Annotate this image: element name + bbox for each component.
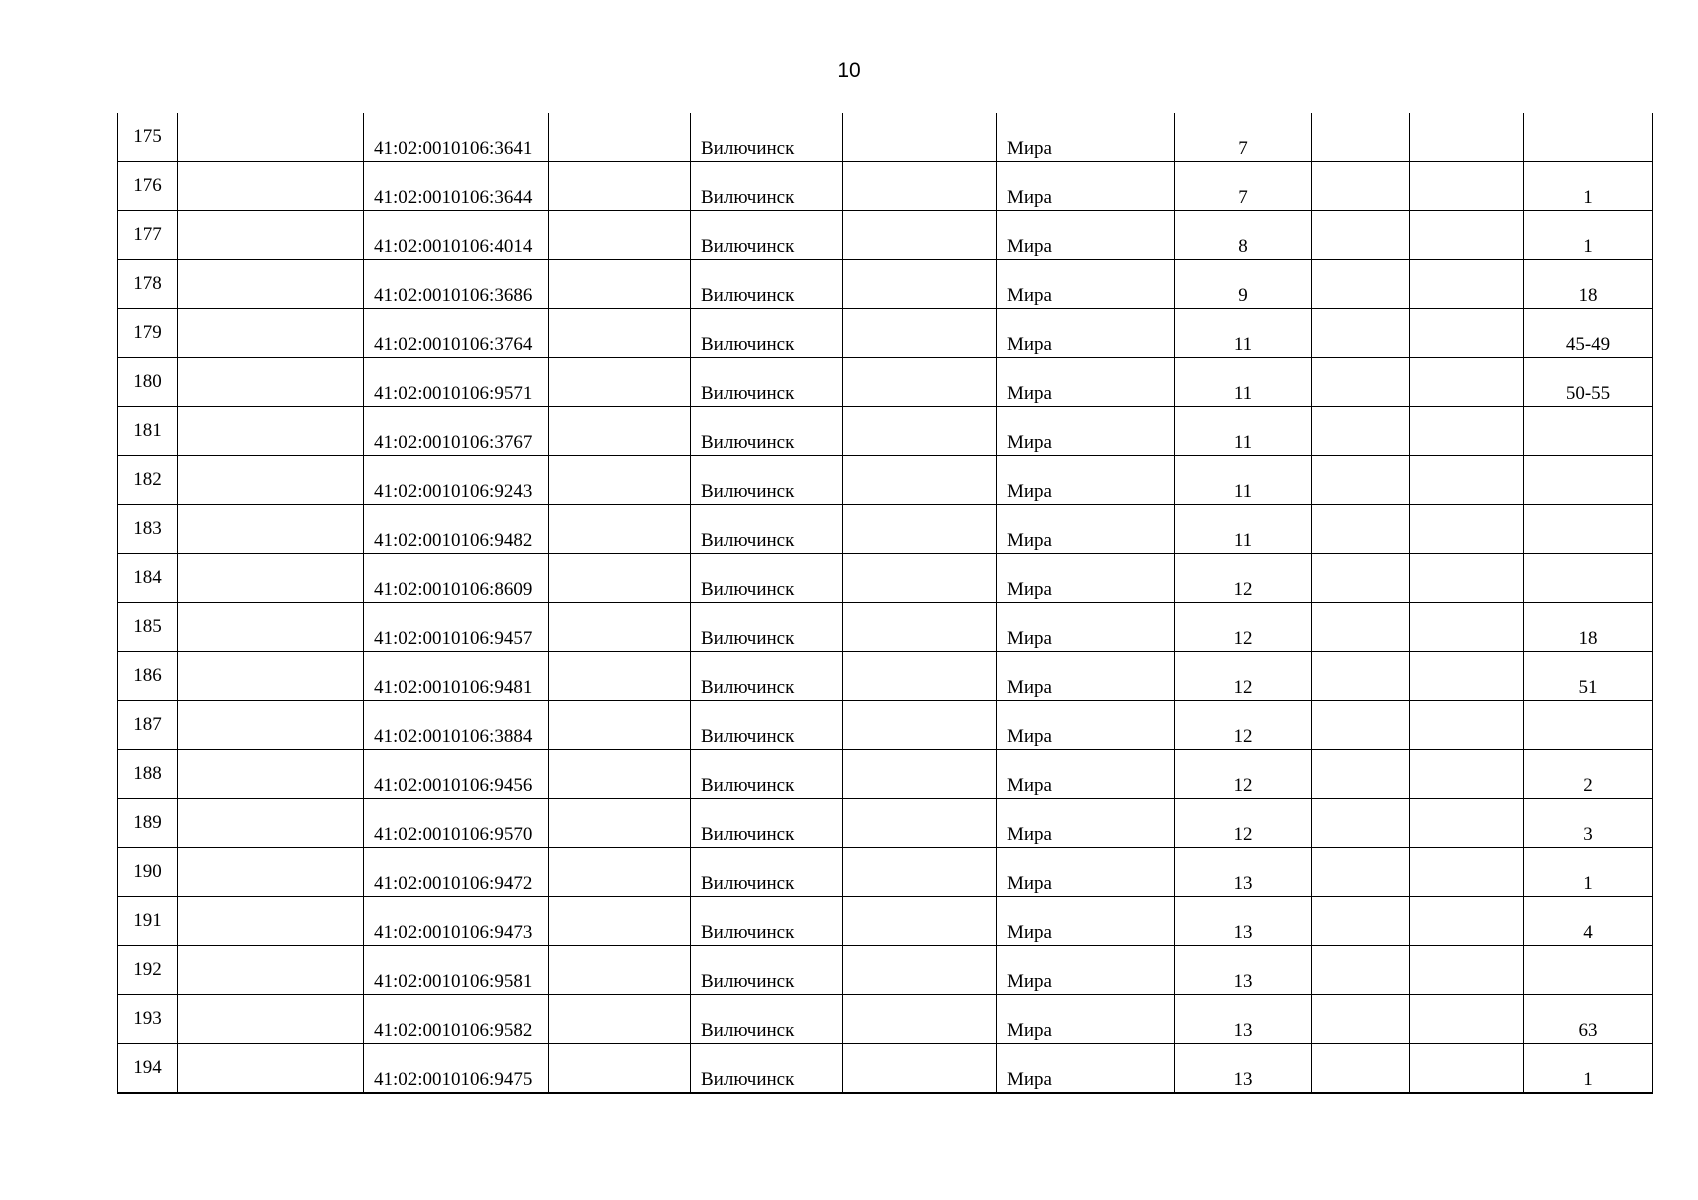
empty-cell xyxy=(178,407,364,456)
empty-cell xyxy=(178,456,364,505)
table-row xyxy=(118,407,1653,456)
apartment-cell xyxy=(1524,113,1653,162)
table-row xyxy=(118,946,1653,995)
empty-cell xyxy=(178,799,364,848)
empty-cell xyxy=(549,211,691,260)
house-number-cell: 12 xyxy=(1175,750,1312,799)
city-cell: Вилючинск xyxy=(691,358,843,407)
city-cell: Вилючинск xyxy=(691,456,843,505)
empty-cell xyxy=(1312,162,1410,211)
empty-cell xyxy=(549,995,691,1044)
house-number-cell: 12 xyxy=(1175,652,1312,701)
row-number-cell: 191 xyxy=(118,897,178,946)
empty-cell xyxy=(549,407,691,456)
street-cell: Мира xyxy=(997,603,1175,652)
row-number-cell: 188 xyxy=(118,750,178,799)
empty-cell xyxy=(549,358,691,407)
empty-cell xyxy=(843,652,997,701)
empty-cell xyxy=(1312,848,1410,897)
row-number-cell: 193 xyxy=(118,995,178,1044)
cadastral-number-cell: 41:02:0010106:9482 xyxy=(364,505,549,554)
apartment-cell xyxy=(1524,407,1653,456)
row-number-cell: 190 xyxy=(118,848,178,897)
page-number: 10 xyxy=(837,59,861,82)
row-number-cell: 175 xyxy=(118,113,178,162)
street-cell: Мира xyxy=(997,211,1175,260)
empty-cell xyxy=(1312,260,1410,309)
row-number-cell: 185 xyxy=(118,603,178,652)
apartment-cell xyxy=(1524,554,1653,603)
empty-cell xyxy=(1410,554,1524,603)
empty-cell xyxy=(1312,701,1410,750)
cadastral-number-cell: 41:02:0010106:4014 xyxy=(364,211,549,260)
empty-cell xyxy=(1410,211,1524,260)
empty-cell xyxy=(1410,309,1524,358)
table-row xyxy=(118,799,1653,848)
table-row xyxy=(118,505,1653,554)
empty-cell xyxy=(843,113,997,162)
house-number-cell: 13 xyxy=(1175,946,1312,995)
row-number-cell: 192 xyxy=(118,946,178,995)
empty-cell xyxy=(843,358,997,407)
apartment-cell: 45-49 xyxy=(1524,309,1653,358)
table-row xyxy=(118,260,1653,309)
street-cell: Мира xyxy=(997,309,1175,358)
row-number-cell: 178 xyxy=(118,260,178,309)
empty-cell xyxy=(1312,554,1410,603)
house-number-cell: 12 xyxy=(1175,603,1312,652)
empty-cell xyxy=(843,260,997,309)
empty-cell xyxy=(1410,897,1524,946)
empty-cell xyxy=(178,848,364,897)
city-cell: Вилючинск xyxy=(691,505,843,554)
street-cell: Мира xyxy=(997,1044,1175,1094)
empty-cell xyxy=(178,505,364,554)
empty-cell xyxy=(1410,848,1524,897)
empty-cell xyxy=(178,946,364,995)
empty-cell xyxy=(1312,897,1410,946)
empty-cell xyxy=(843,701,997,750)
empty-cell xyxy=(843,799,997,848)
empty-cell xyxy=(1312,652,1410,701)
empty-cell xyxy=(178,995,364,1044)
house-number-cell: 8 xyxy=(1175,211,1312,260)
empty-cell xyxy=(178,309,364,358)
empty-cell xyxy=(1410,995,1524,1044)
empty-cell xyxy=(178,750,364,799)
empty-cell xyxy=(178,211,364,260)
house-number-cell: 9 xyxy=(1175,260,1312,309)
city-cell: Вилючинск xyxy=(691,309,843,358)
apartment-cell: 63 xyxy=(1524,995,1653,1044)
empty-cell xyxy=(1410,162,1524,211)
empty-cell xyxy=(1410,946,1524,995)
empty-cell xyxy=(1410,260,1524,309)
cadastral-number-cell: 41:02:0010106:3644 xyxy=(364,162,549,211)
house-number-cell: 13 xyxy=(1175,848,1312,897)
city-cell: Вилючинск xyxy=(691,701,843,750)
empty-cell xyxy=(1312,358,1410,407)
city-cell: Вилючинск xyxy=(691,162,843,211)
empty-cell xyxy=(1312,309,1410,358)
house-number-cell: 11 xyxy=(1175,456,1312,505)
house-number-cell: 12 xyxy=(1175,554,1312,603)
cadastral-number-cell: 41:02:0010106:9473 xyxy=(364,897,549,946)
cadastral-number-cell: 41:02:0010106:9243 xyxy=(364,456,549,505)
city-cell: Вилючинск xyxy=(691,652,843,701)
empty-cell xyxy=(1312,113,1410,162)
street-cell: Мира xyxy=(997,897,1175,946)
row-number-cell: 182 xyxy=(118,456,178,505)
empty-cell xyxy=(549,848,691,897)
city-cell: Вилючинск xyxy=(691,113,843,162)
table-row xyxy=(118,309,1653,358)
cadastral-number-cell: 41:02:0010106:9456 xyxy=(364,750,549,799)
street-cell: Мира xyxy=(997,848,1175,897)
empty-cell xyxy=(843,897,997,946)
house-number-cell: 11 xyxy=(1175,505,1312,554)
house-number-cell: 11 xyxy=(1175,407,1312,456)
table-row xyxy=(118,603,1653,652)
street-cell: Мира xyxy=(997,652,1175,701)
empty-cell xyxy=(1410,799,1524,848)
apartment-cell xyxy=(1524,701,1653,750)
apartment-cell: 3 xyxy=(1524,799,1653,848)
empty-cell xyxy=(1312,995,1410,1044)
empty-cell xyxy=(178,162,364,211)
apartment-cell xyxy=(1524,505,1653,554)
cadastral-number-cell: 41:02:0010106:9571 xyxy=(364,358,549,407)
table-row xyxy=(118,113,1653,162)
house-number-cell: 12 xyxy=(1175,701,1312,750)
city-cell: Вилючинск xyxy=(691,946,843,995)
cadastral-number-cell: 41:02:0010106:9472 xyxy=(364,848,549,897)
table-row xyxy=(118,652,1653,701)
city-cell: Вилючинск xyxy=(691,799,843,848)
apartment-cell: 2 xyxy=(1524,750,1653,799)
street-cell: Мира xyxy=(997,113,1175,162)
empty-cell xyxy=(178,603,364,652)
empty-cell xyxy=(549,750,691,799)
table-row xyxy=(118,750,1653,799)
empty-cell xyxy=(178,113,364,162)
empty-cell xyxy=(1312,211,1410,260)
street-cell: Мира xyxy=(997,407,1175,456)
row-number-cell: 183 xyxy=(118,505,178,554)
table-row xyxy=(118,1044,1653,1094)
empty-cell xyxy=(1312,407,1410,456)
empty-cell xyxy=(843,603,997,652)
apartment-cell: 1 xyxy=(1524,1044,1653,1094)
cadastral-number-cell: 41:02:0010106:8609 xyxy=(364,554,549,603)
empty-cell xyxy=(1410,358,1524,407)
empty-cell xyxy=(549,505,691,554)
empty-cell xyxy=(549,260,691,309)
row-number-cell: 184 xyxy=(118,554,178,603)
house-number-cell: 13 xyxy=(1175,897,1312,946)
apartment-cell: 18 xyxy=(1524,603,1653,652)
empty-cell xyxy=(549,309,691,358)
cadastral-number-cell: 41:02:0010106:9475 xyxy=(364,1044,549,1094)
empty-cell xyxy=(1410,505,1524,554)
empty-cell xyxy=(178,358,364,407)
table-row xyxy=(118,701,1653,750)
empty-cell xyxy=(178,897,364,946)
street-cell: Мира xyxy=(997,456,1175,505)
apartment-cell: 1 xyxy=(1524,162,1653,211)
cadastral-number-cell: 41:02:0010106:3884 xyxy=(364,701,549,750)
empty-cell xyxy=(843,848,997,897)
empty-cell xyxy=(1312,505,1410,554)
table-row xyxy=(118,995,1653,1044)
row-number-cell: 189 xyxy=(118,799,178,848)
table-row xyxy=(118,162,1653,211)
empty-cell xyxy=(1410,750,1524,799)
empty-cell xyxy=(1410,456,1524,505)
apartment-cell: 1 xyxy=(1524,848,1653,897)
empty-cell xyxy=(549,1044,691,1094)
house-number-cell: 11 xyxy=(1175,358,1312,407)
empty-cell xyxy=(1312,750,1410,799)
cadastral-number-cell: 41:02:0010106:9457 xyxy=(364,603,549,652)
row-number-cell: 179 xyxy=(118,309,178,358)
city-cell: Вилючинск xyxy=(691,407,843,456)
empty-cell xyxy=(178,1044,364,1094)
street-cell: Мира xyxy=(997,358,1175,407)
apartment-cell xyxy=(1524,946,1653,995)
empty-cell xyxy=(1312,799,1410,848)
empty-cell xyxy=(549,701,691,750)
empty-cell xyxy=(549,456,691,505)
empty-cell xyxy=(843,407,997,456)
apartment-cell xyxy=(1524,456,1653,505)
row-number-cell: 177 xyxy=(118,211,178,260)
city-cell: Вилючинск xyxy=(691,1044,843,1094)
table-row xyxy=(118,358,1653,407)
cadastral-number-cell: 41:02:0010106:3767 xyxy=(364,407,549,456)
city-cell: Вилючинск xyxy=(691,603,843,652)
street-cell: Мира xyxy=(997,260,1175,309)
street-cell: Мира xyxy=(997,701,1175,750)
apartment-cell: 50-55 xyxy=(1524,358,1653,407)
empty-cell xyxy=(549,946,691,995)
house-number-cell: 11 xyxy=(1175,309,1312,358)
cadastral-number-cell: 41:02:0010106:3686 xyxy=(364,260,549,309)
house-number-cell: 7 xyxy=(1175,113,1312,162)
empty-cell xyxy=(843,750,997,799)
apartment-cell: 51 xyxy=(1524,652,1653,701)
apartment-cell: 18 xyxy=(1524,260,1653,309)
empty-cell xyxy=(549,897,691,946)
row-number-cell: 194 xyxy=(118,1044,178,1094)
table-row xyxy=(118,211,1653,260)
cadastral-number-cell: 41:02:0010106:9582 xyxy=(364,995,549,1044)
empty-cell xyxy=(843,505,997,554)
street-cell: Мира xyxy=(997,799,1175,848)
empty-cell xyxy=(843,211,997,260)
empty-cell xyxy=(843,995,997,1044)
house-number-cell: 13 xyxy=(1175,995,1312,1044)
empty-cell xyxy=(549,799,691,848)
street-cell: Мира xyxy=(997,162,1175,211)
city-cell: Вилючинск xyxy=(691,211,843,260)
street-cell: Мира xyxy=(997,554,1175,603)
house-number-cell: 13 xyxy=(1175,1044,1312,1094)
registry-table xyxy=(117,113,1653,1094)
table-row xyxy=(118,554,1653,603)
cadastral-number-cell: 41:02:0010106:9570 xyxy=(364,799,549,848)
empty-cell xyxy=(1410,407,1524,456)
row-number-cell: 181 xyxy=(118,407,178,456)
house-number-cell: 12 xyxy=(1175,799,1312,848)
empty-cell xyxy=(549,113,691,162)
empty-cell xyxy=(1410,652,1524,701)
apartment-cell: 1 xyxy=(1524,211,1653,260)
city-cell: Вилючинск xyxy=(691,554,843,603)
row-number-cell: 180 xyxy=(118,358,178,407)
row-number-cell: 186 xyxy=(118,652,178,701)
empty-cell xyxy=(843,1044,997,1094)
empty-cell xyxy=(1410,701,1524,750)
empty-cell xyxy=(178,652,364,701)
empty-cell xyxy=(843,946,997,995)
empty-cell xyxy=(178,260,364,309)
apartment-cell: 4 xyxy=(1524,897,1653,946)
empty-cell xyxy=(843,554,997,603)
empty-cell xyxy=(843,162,997,211)
city-cell: Вилючинск xyxy=(691,848,843,897)
table-row xyxy=(118,456,1653,505)
empty-cell xyxy=(843,456,997,505)
table-row xyxy=(118,848,1653,897)
street-cell: Мира xyxy=(997,505,1175,554)
row-number-cell: 176 xyxy=(118,162,178,211)
table-row xyxy=(118,897,1653,946)
cadastral-number-cell: 41:02:0010106:3764 xyxy=(364,309,549,358)
empty-cell xyxy=(1410,113,1524,162)
empty-cell xyxy=(549,554,691,603)
empty-cell xyxy=(1410,1044,1524,1094)
empty-cell xyxy=(549,603,691,652)
cadastral-number-cell: 41:02:0010106:9581 xyxy=(364,946,549,995)
empty-cell xyxy=(1312,946,1410,995)
street-cell: Мира xyxy=(997,995,1175,1044)
empty-cell xyxy=(549,652,691,701)
city-cell: Вилючинск xyxy=(691,260,843,309)
empty-cell xyxy=(178,701,364,750)
row-number-cell: 187 xyxy=(118,701,178,750)
empty-cell xyxy=(549,162,691,211)
registry-body xyxy=(118,113,1653,1093)
empty-cell xyxy=(843,309,997,358)
empty-cell xyxy=(1410,603,1524,652)
empty-cell xyxy=(178,554,364,603)
city-cell: Вилючинск xyxy=(691,750,843,799)
empty-cell xyxy=(1312,456,1410,505)
street-cell: Мира xyxy=(997,750,1175,799)
city-cell: Вилючинск xyxy=(691,897,843,946)
city-cell: Вилючинск xyxy=(691,995,843,1044)
street-cell: Мира xyxy=(997,946,1175,995)
cadastral-number-cell: 41:02:0010106:9481 xyxy=(364,652,549,701)
house-number-cell: 7 xyxy=(1175,162,1312,211)
empty-cell xyxy=(1312,1044,1410,1094)
cadastral-number-cell: 41:02:0010106:3641 xyxy=(364,113,549,162)
empty-cell xyxy=(1312,603,1410,652)
